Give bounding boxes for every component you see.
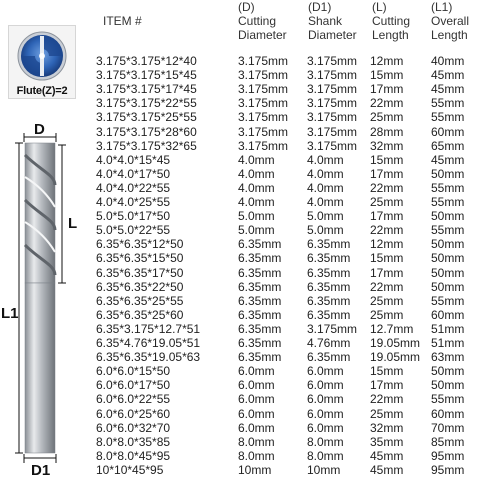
cell-cutting-diameter: 3.175mm xyxy=(238,82,289,97)
cell-overall-length: 55mm xyxy=(431,180,465,195)
cell-cutting-length: 22mm xyxy=(370,279,404,294)
cell-item-code: 6.35*6.35*22*50 xyxy=(96,279,184,294)
cell-overall-length: 55mm xyxy=(431,392,465,407)
cell-item-code: 6.0*6.0*25*60 xyxy=(96,406,171,421)
cell-item-code: 3.175*3.175*12*40 xyxy=(96,54,197,68)
cell-cutting-diameter: 4.0mm xyxy=(238,166,275,181)
cell-overall-length: 63mm xyxy=(431,350,465,365)
cell-cutting-length: 35mm xyxy=(370,434,404,449)
header-item: ITEM # xyxy=(103,14,142,28)
cell-shank-diameter: 4.0mm xyxy=(307,180,344,195)
cell-shank-diameter: 4.0mm xyxy=(307,195,344,209)
cell-cutting-diameter: 6.35mm xyxy=(238,307,282,322)
cell-cutting-diameter: 4.0mm xyxy=(238,152,275,167)
cell-shank-diameter: 4.0mm xyxy=(307,166,344,181)
header-cutting-diameter: (D) Cutting Diameter xyxy=(238,0,287,42)
cell-shank-diameter: 3.175mm xyxy=(307,96,358,111)
cell-overall-length: 55mm xyxy=(431,223,465,238)
cell-overall-length: 51mm xyxy=(431,336,465,350)
cell-overall-length: 55mm xyxy=(431,110,465,125)
cell-cutting-diameter: 3.175mm xyxy=(238,138,289,153)
cell-item-code: 6.35*6.35*25*55 xyxy=(96,293,184,308)
cell-shank-diameter: 6.35mm xyxy=(307,251,351,266)
cell-shank-diameter: 5.0mm xyxy=(307,209,344,224)
cell-overall-length: 50mm xyxy=(431,279,465,294)
cell-cutting-diameter: 5.0mm xyxy=(238,223,275,238)
cell-overall-length: 55mm xyxy=(431,195,465,209)
cell-shank-diameter: 4.76mm xyxy=(307,336,351,350)
cell-item-code: 4.0*4.0*22*55 xyxy=(96,180,171,195)
cell-cutting-length: 17mm xyxy=(370,209,404,224)
cell-overall-length: 55mm xyxy=(431,96,465,111)
cell-shank-diameter: 6.35mm xyxy=(307,293,351,308)
cell-overall-length: 50mm xyxy=(431,378,465,393)
cell-overall-length: 95mm xyxy=(431,448,465,463)
cell-shank-diameter: 3.175mm xyxy=(307,68,358,83)
cell-cutting-diameter: 10mm xyxy=(238,462,272,477)
cell-item-code: 6.35*6.35*17*50 xyxy=(96,265,184,280)
cell-overall-length: 40mm xyxy=(431,54,465,68)
cell-shank-diameter: 3.175mm xyxy=(307,110,358,125)
cell-shank-diameter: 3.175mm xyxy=(307,82,358,97)
cell-cutting-length: 45mm xyxy=(370,462,404,477)
cell-shank-diameter: 5.0mm xyxy=(307,223,344,238)
cell-cutting-diameter: 4.0mm xyxy=(238,180,275,195)
cell-cutting-length: 22mm xyxy=(370,392,404,407)
cell-cutting-length: 17mm xyxy=(370,82,404,97)
cell-cutting-diameter: 6.35mm xyxy=(238,265,282,280)
cell-item-code: 5.0*5.0*17*50 xyxy=(96,209,171,224)
cell-cutting-diameter: 6.35mm xyxy=(238,350,282,365)
cell-item-code: 8.0*8.0*45*95 xyxy=(96,448,171,463)
cell-cutting-diameter: 6.35mm xyxy=(238,279,282,294)
cell-item-code: 6.0*6.0*17*50 xyxy=(96,378,171,393)
flute-count-label: Flute(Z)=2 xyxy=(16,85,68,97)
cell-cutting-length: 25mm xyxy=(370,110,404,125)
cell-overall-length: 60mm xyxy=(431,406,465,421)
cell-item-code: 4.0*4.0*25*55 xyxy=(96,195,171,209)
cell-overall-length: 60mm xyxy=(431,307,465,322)
cell-overall-length: 85mm xyxy=(431,434,465,449)
cell-cutting-length: 25mm xyxy=(370,293,404,308)
cell-cutting-length: 15mm xyxy=(370,68,404,83)
cell-cutting-diameter: 6.35mm xyxy=(238,293,282,308)
cell-item-code: 6.35*4.76*19.05*51 xyxy=(96,336,201,350)
cell-cutting-length: 15mm xyxy=(370,251,404,266)
cell-cutting-length: 19.05mm xyxy=(370,336,421,350)
cell-cutting-diameter: 3.175mm xyxy=(238,124,289,139)
cell-cutting-diameter: 8.0mm xyxy=(238,448,275,463)
cell-item-code: 3.175*3.175*28*60 xyxy=(96,124,197,139)
cell-overall-length: 50mm xyxy=(431,166,465,181)
cell-overall-length: 50mm xyxy=(431,265,465,280)
cell-cutting-diameter: 3.175mm xyxy=(238,54,289,68)
cell-overall-length: 65mm xyxy=(431,138,465,153)
cell-cutting-length: 32mm xyxy=(370,138,404,153)
two-flute-end-icon xyxy=(9,28,75,86)
cell-shank-diameter: 3.175mm xyxy=(307,138,358,153)
cell-cutting-length: 25mm xyxy=(370,406,404,421)
dim-label-l: L xyxy=(68,215,78,232)
cell-item-code: 6.0*6.0*15*50 xyxy=(96,364,171,379)
cell-shank-diameter: 6.0mm xyxy=(307,378,344,393)
cell-item-code: 4.0*4.0*17*50 xyxy=(96,166,171,181)
cell-shank-diameter: 6.35mm xyxy=(307,350,351,365)
cell-cutting-diameter: 6.35mm xyxy=(238,321,282,336)
cell-item-code: 6.35*6.35*12*50 xyxy=(96,237,184,252)
cell-overall-length: 50mm xyxy=(431,251,465,266)
cell-cutting-length: 22mm xyxy=(370,96,404,111)
cell-shank-diameter: 6.35mm xyxy=(307,279,351,294)
cell-item-code: 6.35*6.35*25*60 xyxy=(96,307,184,322)
cell-cutting-length: 12mm xyxy=(370,54,404,68)
cell-item-code: 4.0*4.0*15*45 xyxy=(96,152,171,167)
cell-cutting-diameter: 3.175mm xyxy=(238,96,289,111)
cell-cutting-length: 25mm xyxy=(370,307,404,322)
cell-shank-diameter: 4.0mm xyxy=(307,152,344,167)
cell-cutting-diameter: 6.0mm xyxy=(238,392,275,407)
cell-item-code: 5.0*5.0*22*55 xyxy=(96,223,171,238)
cell-shank-diameter: 8.0mm xyxy=(307,434,344,449)
cell-shank-diameter: 3.175mm xyxy=(307,124,358,139)
cell-cutting-length: 15mm xyxy=(370,364,404,379)
dim-label-d: D xyxy=(34,121,45,138)
cell-overall-length: 45mm xyxy=(431,152,465,167)
cell-cutting-length: 12.7mm xyxy=(370,321,414,336)
cell-item-code: 6.35*6.35*19.05*63 xyxy=(96,350,201,365)
cell-cutting-diameter: 6.35mm xyxy=(238,251,282,266)
cell-cutting-length: 22mm xyxy=(370,180,404,195)
header-cutting-length: (L) Cutting Length xyxy=(372,0,411,42)
cell-shank-diameter: 3.175mm xyxy=(307,321,358,336)
cell-cutting-diameter: 6.0mm xyxy=(238,420,275,435)
cell-item-code: 6.35*6.35*15*50 xyxy=(96,251,184,266)
cell-cutting-length: 19.05mm xyxy=(370,350,421,365)
cell-cutting-diameter: 6.0mm xyxy=(238,364,275,379)
cell-item-code: 3.175*3.175*22*55 xyxy=(96,96,197,111)
cell-cutting-length: 12mm xyxy=(370,237,404,252)
cell-cutting-diameter: 5.0mm xyxy=(238,209,275,224)
cell-overall-length: 50mm xyxy=(431,364,465,379)
cell-cutting-diameter: 6.0mm xyxy=(238,406,275,421)
cell-item-code: 6.35*3.175*12.7*51 xyxy=(96,321,201,336)
dim-label-l1: L1 xyxy=(1,305,19,322)
cell-overall-length: 95mm xyxy=(431,462,465,477)
cell-cutting-length: 28mm xyxy=(370,124,404,139)
cell-shank-diameter: 6.0mm xyxy=(307,392,344,407)
cell-shank-diameter: 6.0mm xyxy=(307,406,344,421)
cell-shank-diameter: 6.0mm xyxy=(307,364,344,379)
cell-overall-length: 50mm xyxy=(431,237,465,252)
cell-overall-length: 55mm xyxy=(431,293,465,308)
cell-overall-length: 45mm xyxy=(431,68,465,83)
cell-shank-diameter: 6.0mm xyxy=(307,420,344,435)
cell-overall-length: 51mm xyxy=(431,321,465,336)
cell-cutting-diameter: 4.0mm xyxy=(238,195,275,209)
cell-item-code: 3.175*3.175*25*55 xyxy=(96,110,197,125)
cell-cutting-length: 32mm xyxy=(370,420,404,435)
cell-item-code: 3.175*3.175*17*45 xyxy=(96,82,197,97)
cell-cutting-length: 45mm xyxy=(370,448,404,463)
cell-cutting-diameter: 6.35mm xyxy=(238,237,282,252)
flute-badge xyxy=(8,25,76,99)
end-mill-drawing xyxy=(0,115,80,487)
cell-item-code: 6.0*6.0*32*70 xyxy=(96,420,171,435)
cell-cutting-length: 15mm xyxy=(370,152,404,167)
cell-item-code: 3.175*3.175*32*65 xyxy=(96,138,197,153)
cell-item-code: 6.0*6.0*22*55 xyxy=(96,392,171,407)
cell-item-code: 8.0*8.0*35*85 xyxy=(96,434,171,449)
cell-cutting-diameter: 3.175mm xyxy=(238,110,289,125)
cell-cutting-diameter: 6.35mm xyxy=(238,336,282,350)
cell-shank-diameter: 10mm xyxy=(307,462,341,477)
cell-overall-length: 60mm xyxy=(431,124,465,139)
cell-cutting-diameter: 8.0mm xyxy=(238,434,275,449)
cell-item-code: 3.175*3.175*15*45 xyxy=(96,68,197,83)
cell-shank-diameter: 6.35mm xyxy=(307,265,351,280)
cell-shank-diameter: 6.35mm xyxy=(307,307,351,322)
cell-overall-length: 70mm xyxy=(431,420,465,435)
cell-cutting-length: 22mm xyxy=(370,223,404,238)
cell-cutting-length: 17mm xyxy=(370,166,404,181)
header-shank-diameter: (D1) Shank Diameter xyxy=(308,0,357,42)
cell-shank-diameter: 8.0mm xyxy=(307,448,344,463)
cell-overall-length: 50mm xyxy=(431,209,465,224)
cell-cutting-length: 17mm xyxy=(370,378,404,393)
header-overall-length: (L1) Overall Length xyxy=(431,0,470,42)
cell-overall-length: 45mm xyxy=(431,82,465,97)
cell-cutting-length: 17mm xyxy=(370,265,404,280)
cell-item-code: 10*10*45*95 xyxy=(96,462,164,477)
dim-label-d1: D1 xyxy=(31,462,51,479)
cell-shank-diameter: 6.35mm xyxy=(307,237,351,252)
cell-shank-diameter: 3.175mm xyxy=(307,54,358,68)
end-mill-icon xyxy=(0,115,80,482)
cell-cutting-length: 25mm xyxy=(370,195,404,209)
cell-cutting-diameter: 6.0mm xyxy=(238,378,275,393)
cell-cutting-diameter: 3.175mm xyxy=(238,68,289,83)
